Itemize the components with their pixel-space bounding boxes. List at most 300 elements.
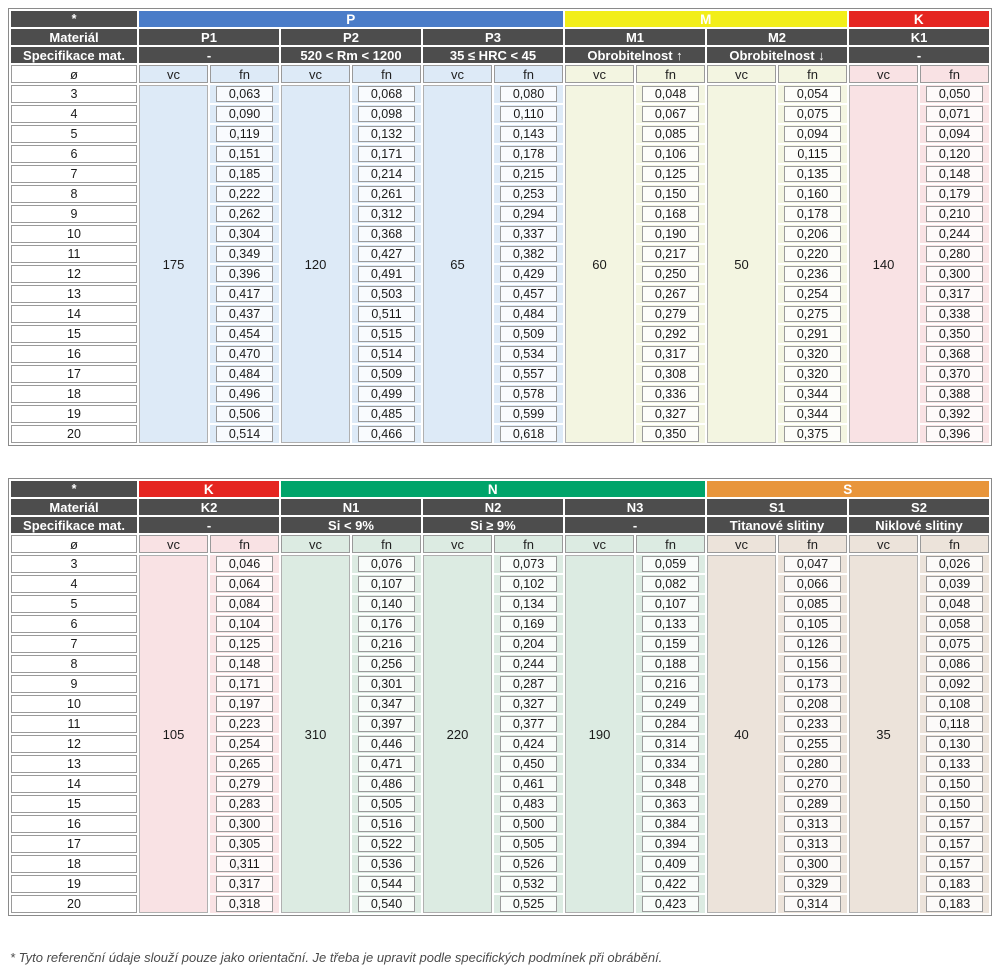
fn-value: 0,344 <box>784 406 841 422</box>
fn-cell-M2-d6 <box>778 145 847 163</box>
fn-value: 0,505 <box>358 796 415 812</box>
fn-value: 0,090 <box>216 106 273 122</box>
fn-cell-P1-d17 <box>210 365 279 383</box>
fn-value: 0,220 <box>784 246 841 262</box>
fn-cell-P3-d15 <box>494 325 563 343</box>
fn-value: 0,104 <box>216 616 273 632</box>
fn-cell-N2-d13 <box>494 755 563 773</box>
fn-value: 0,253 <box>500 186 557 202</box>
group-band-K: K <box>849 11 989 27</box>
fn-cell-K2-d3 <box>210 555 279 573</box>
fn-cell-N2-d10 <box>494 695 563 713</box>
fn-value: 0,470 <box>216 346 273 362</box>
fn-cell-P2-d8 <box>352 185 421 203</box>
fn-value: 0,284 <box>642 716 699 732</box>
fn-cell-M2-d10 <box>778 225 847 243</box>
fn-cell-N3-d16 <box>636 815 705 833</box>
material-header-K2: K2 <box>139 499 279 515</box>
fn-cell-K1-d7 <box>920 165 989 183</box>
fn-value: 0,151 <box>216 146 273 162</box>
fn-value: 0,119 <box>216 126 273 142</box>
fn-value: 0,313 <box>784 836 841 852</box>
fn-value: 0,039 <box>926 576 983 592</box>
fn-cell-S1-d13 <box>778 755 847 773</box>
fn-value: 0,534 <box>500 346 557 362</box>
diameter-value: 18 <box>11 855 137 873</box>
fn-cell-P2-d7 <box>352 165 421 183</box>
fn-header-K1: fn <box>920 65 989 83</box>
fn-cell-M2-d4 <box>778 105 847 123</box>
fn-cell-K1-d15 <box>920 325 989 343</box>
spec-S2: Niklové slitiny <box>849 517 989 533</box>
fn-cell-P2-d5 <box>352 125 421 143</box>
fn-cell-P3-d16 <box>494 345 563 363</box>
diameter-value: 4 <box>11 575 137 593</box>
spec-P2: 520 < Rm < 1200 <box>281 47 421 63</box>
fn-value: 0,133 <box>926 756 983 772</box>
fn-cell-P1-d6 <box>210 145 279 163</box>
fn-value: 0,222 <box>216 186 273 202</box>
fn-value: 0,092 <box>926 676 983 692</box>
vc-header-K2: vc <box>139 535 208 553</box>
fn-value: 0,048 <box>926 596 983 612</box>
fn-value: 0,370 <box>926 366 983 382</box>
fn-value: 0,118 <box>926 716 983 732</box>
fn-cell-S1-d19 <box>778 875 847 893</box>
fn-value: 0,466 <box>358 426 415 442</box>
fn-value: 0,599 <box>500 406 557 422</box>
fn-value: 0,280 <box>784 756 841 772</box>
fn-cell-P3-d5 <box>494 125 563 143</box>
fn-header-P1: fn <box>210 65 279 83</box>
fn-cell-N2-d16 <box>494 815 563 833</box>
fn-cell-P1-d11 <box>210 245 279 263</box>
fn-cell-N1-d8 <box>352 655 421 673</box>
fn-cell-S1-d15 <box>778 795 847 813</box>
fn-value: 0,314 <box>784 896 841 912</box>
fn-cell-P3-d6 <box>494 145 563 163</box>
fn-value: 0,216 <box>358 636 415 652</box>
cutting-data-tables <box>8 8 992 916</box>
fn-cell-S1-d16 <box>778 815 847 833</box>
fn-cell-N1-d16 <box>352 815 421 833</box>
fn-value: 0,068 <box>358 86 415 102</box>
vc-value-N2: 220 <box>423 555 492 913</box>
diameter-value: 7 <box>11 165 137 183</box>
diameter-value: 5 <box>11 125 137 143</box>
fn-cell-K2-d20 <box>210 895 279 913</box>
fn-value: 0,185 <box>216 166 273 182</box>
fn-value: 0,244 <box>926 226 983 242</box>
fn-value: 0,317 <box>642 346 699 362</box>
fn-cell-P2-d17 <box>352 365 421 383</box>
fn-value: 0,283 <box>216 796 273 812</box>
fn-value: 0,457 <box>500 286 557 302</box>
vc-header-N3: vc <box>565 535 634 553</box>
fn-value: 0,244 <box>500 656 557 672</box>
fn-cell-N1-d10 <box>352 695 421 713</box>
vc-value-N1: 310 <box>281 555 350 913</box>
material-header-N1: N1 <box>281 499 421 515</box>
spec-N3: - <box>565 517 705 533</box>
vc-header-K1: vc <box>849 65 918 83</box>
fn-cell-N3-d8 <box>636 655 705 673</box>
fn-cell-S1-d10 <box>778 695 847 713</box>
fn-value: 0,350 <box>926 326 983 342</box>
material-header-M1: M1 <box>565 29 705 45</box>
fn-value: 0,336 <box>642 386 699 402</box>
diameter-value: 8 <box>11 655 137 673</box>
fn-cell-M2-d7 <box>778 165 847 183</box>
fn-value: 0,503 <box>358 286 415 302</box>
fn-value: 0,107 <box>642 596 699 612</box>
diameter-value: 16 <box>11 345 137 363</box>
fn-value: 0,384 <box>642 816 699 832</box>
diameter-value: 12 <box>11 735 137 753</box>
fn-value: 0,377 <box>500 716 557 732</box>
fn-value: 0,516 <box>358 816 415 832</box>
fn-cell-N3-d11 <box>636 715 705 733</box>
vc-header-P1: vc <box>139 65 208 83</box>
fn-value: 0,094 <box>926 126 983 142</box>
fn-value: 0,076 <box>358 556 415 572</box>
material-header-N2: N2 <box>423 499 563 515</box>
fn-value: 0,125 <box>642 166 699 182</box>
fn-value: 0,110 <box>500 106 557 122</box>
fn-value: 0,506 <box>216 406 273 422</box>
fn-cell-S1-d20 <box>778 895 847 913</box>
fn-value: 0,314 <box>642 736 699 752</box>
star-header-cell: * <box>11 481 137 497</box>
fn-value: 0,233 <box>784 716 841 732</box>
fn-cell-M1-d14 <box>636 305 705 323</box>
fn-header-K2: fn <box>210 535 279 553</box>
fn-cell-N1-d20 <box>352 895 421 913</box>
fn-value: 0,557 <box>500 366 557 382</box>
fn-cell-N3-d15 <box>636 795 705 813</box>
diameter-column-header: ø <box>11 65 137 83</box>
fn-value: 0,511 <box>358 306 415 322</box>
fn-value: 0,422 <box>642 876 699 892</box>
material-header-N3: N3 <box>565 499 705 515</box>
fn-cell-K2-d19 <box>210 875 279 893</box>
fn-cell-N1-d4 <box>352 575 421 593</box>
fn-cell-S2-d19 <box>920 875 989 893</box>
fn-value: 0,135 <box>784 166 841 182</box>
fn-header-N3: fn <box>636 535 705 553</box>
fn-cell-N3-d3 <box>636 555 705 573</box>
fn-cell-K1-d6 <box>920 145 989 163</box>
fn-value: 0,300 <box>216 816 273 832</box>
fn-value: 0,499 <box>358 386 415 402</box>
fn-cell-M1-d16 <box>636 345 705 363</box>
vc-header-M2: vc <box>707 65 776 83</box>
fn-cell-M2-d15 <box>778 325 847 343</box>
fn-value: 0,125 <box>216 636 273 652</box>
vc-value-S2: 35 <box>849 555 918 913</box>
fn-value: 0,134 <box>500 596 557 612</box>
fn-value: 0,063 <box>216 86 273 102</box>
vc-header-S1: vc <box>707 535 776 553</box>
spec-N2: Si ≥ 9% <box>423 517 563 533</box>
fn-value: 0,086 <box>926 656 983 672</box>
fn-value: 0,329 <box>784 876 841 892</box>
fn-cell-M1-d5 <box>636 125 705 143</box>
fn-value: 0,291 <box>784 326 841 342</box>
fn-value: 0,450 <box>500 756 557 772</box>
fn-cell-P2-d4 <box>352 105 421 123</box>
fn-cell-M2-d9 <box>778 205 847 223</box>
fn-value: 0,210 <box>926 206 983 222</box>
diameter-value: 6 <box>11 145 137 163</box>
fn-cell-M2-d14 <box>778 305 847 323</box>
fn-cell-P1-d16 <box>210 345 279 363</box>
fn-value: 0,484 <box>500 306 557 322</box>
fn-cell-K1-d17 <box>920 365 989 383</box>
material-row-label: Materiál <box>11 29 137 45</box>
fn-cell-K1-d19 <box>920 405 989 423</box>
fn-value: 0,454 <box>216 326 273 342</box>
fn-cell-N3-d14 <box>636 775 705 793</box>
fn-value: 0,618 <box>500 426 557 442</box>
fn-cell-P1-d3 <box>210 85 279 103</box>
fn-cell-N3-d18 <box>636 855 705 873</box>
diameter-value: 16 <box>11 815 137 833</box>
fn-value: 0,334 <box>642 756 699 772</box>
fn-value: 0,256 <box>358 656 415 672</box>
fn-cell-N1-d17 <box>352 835 421 853</box>
fn-value: 0,338 <box>926 306 983 322</box>
fn-value: 0,320 <box>784 366 841 382</box>
fn-cell-M1-d15 <box>636 325 705 343</box>
fn-cell-P3-d14 <box>494 305 563 323</box>
fn-cell-K2-d6 <box>210 615 279 633</box>
fn-value: 0,526 <box>500 856 557 872</box>
fn-cell-K1-d10 <box>920 225 989 243</box>
fn-value: 0,265 <box>216 756 273 772</box>
fn-value: 0,085 <box>642 126 699 142</box>
fn-value: 0,427 <box>358 246 415 262</box>
vc-value-M2: 50 <box>707 85 776 443</box>
fn-cell-N3-d4 <box>636 575 705 593</box>
fn-cell-P2-d15 <box>352 325 421 343</box>
fn-cell-M1-d7 <box>636 165 705 183</box>
diameter-value: 12 <box>11 265 137 283</box>
fn-value: 0,279 <box>216 776 273 792</box>
fn-value: 0,313 <box>784 816 841 832</box>
material-header-S2: S2 <box>849 499 989 515</box>
fn-cell-P2-d12 <box>352 265 421 283</box>
spec-row-label: Specifikace mat. <box>11 517 137 533</box>
spec-K1: - <box>849 47 989 63</box>
fn-cell-S2-d15 <box>920 795 989 813</box>
fn-cell-M1-d4 <box>636 105 705 123</box>
fn-value: 0,267 <box>642 286 699 302</box>
fn-cell-N2-d5 <box>494 595 563 613</box>
fn-value: 0,150 <box>926 796 983 812</box>
fn-value: 0,183 <box>926 876 983 892</box>
diameter-value: 9 <box>11 675 137 693</box>
fn-value: 0,084 <box>216 596 273 612</box>
fn-cell-S2-d3 <box>920 555 989 573</box>
fn-cell-K2-d15 <box>210 795 279 813</box>
fn-cell-K2-d10 <box>210 695 279 713</box>
fn-cell-N1-d6 <box>352 615 421 633</box>
fn-cell-S2-d18 <box>920 855 989 873</box>
vc-value-K1: 140 <box>849 85 918 443</box>
group-band-N: N <box>281 481 705 497</box>
fn-header-S1: fn <box>778 535 847 553</box>
fn-value: 0,250 <box>642 266 699 282</box>
fn-value: 0,215 <box>500 166 557 182</box>
fn-value: 0,292 <box>642 326 699 342</box>
fn-cell-M2-d18 <box>778 385 847 403</box>
fn-value: 0,148 <box>216 656 273 672</box>
fn-value: 0,532 <box>500 876 557 892</box>
fn-cell-N1-d19 <box>352 875 421 893</box>
fn-cell-S1-d6 <box>778 615 847 633</box>
fn-cell-N1-d14 <box>352 775 421 793</box>
fn-value: 0,106 <box>642 146 699 162</box>
fn-header-P2: fn <box>352 65 421 83</box>
fn-value: 0,190 <box>642 226 699 242</box>
fn-cell-K1-d9 <box>920 205 989 223</box>
fn-cell-K2-d11 <box>210 715 279 733</box>
fn-cell-N3-d7 <box>636 635 705 653</box>
fn-value: 0,159 <box>642 636 699 652</box>
fn-cell-N2-d6 <box>494 615 563 633</box>
fn-value: 0,301 <box>358 676 415 692</box>
fn-value: 0,311 <box>216 856 273 872</box>
fn-cell-N1-d7 <box>352 635 421 653</box>
fn-value: 0,509 <box>358 366 415 382</box>
fn-cell-N2-d9 <box>494 675 563 693</box>
fn-cell-N2-d18 <box>494 855 563 873</box>
fn-cell-P1-d20 <box>210 425 279 443</box>
fn-value: 0,515 <box>358 326 415 342</box>
diameter-value: 5 <box>11 595 137 613</box>
fn-cell-M1-d8 <box>636 185 705 203</box>
fn-value: 0,409 <box>642 856 699 872</box>
fn-value: 0,486 <box>358 776 415 792</box>
fn-value: 0,168 <box>642 206 699 222</box>
fn-cell-S1-d5 <box>778 595 847 613</box>
fn-cell-N3-d17 <box>636 835 705 853</box>
fn-cell-M1-d11 <box>636 245 705 263</box>
fn-cell-P2-d3 <box>352 85 421 103</box>
fn-cell-M1-d19 <box>636 405 705 423</box>
fn-value: 0,059 <box>642 556 699 572</box>
diameter-value: 17 <box>11 365 137 383</box>
fn-cell-P1-d4 <box>210 105 279 123</box>
fn-value: 0,525 <box>500 896 557 912</box>
data-row-d3 <box>11 85 989 103</box>
fn-value: 0,075 <box>784 106 841 122</box>
diameter-value: 7 <box>11 635 137 653</box>
fn-cell-S1-d4 <box>778 575 847 593</box>
fn-value: 0,317 <box>926 286 983 302</box>
fn-value: 0,388 <box>926 386 983 402</box>
fn-value: 0,312 <box>358 206 415 222</box>
diameter-value: 20 <box>11 895 137 913</box>
fn-value: 0,178 <box>500 146 557 162</box>
fn-cell-P1-d19 <box>210 405 279 423</box>
fn-value: 0,171 <box>358 146 415 162</box>
fn-cell-S2-d13 <box>920 755 989 773</box>
group-band-P: P <box>139 11 563 27</box>
fn-value: 0,368 <box>358 226 415 242</box>
fn-value: 0,496 <box>216 386 273 402</box>
fn-cell-M1-d20 <box>636 425 705 443</box>
fn-value: 0,148 <box>926 166 983 182</box>
fn-value: 0,115 <box>784 146 841 162</box>
fn-cell-N3-d10 <box>636 695 705 713</box>
material-header-P1: P1 <box>139 29 279 45</box>
fn-cell-K2-d14 <box>210 775 279 793</box>
fn-value: 0,327 <box>500 696 557 712</box>
fn-cell-P3-d19 <box>494 405 563 423</box>
fn-value: 0,249 <box>642 696 699 712</box>
material-row-label: Materiál <box>11 499 137 515</box>
vc-value-P3: 65 <box>423 85 492 443</box>
fn-value: 0,046 <box>216 556 273 572</box>
fn-value: 0,188 <box>642 656 699 672</box>
fn-value: 0,471 <box>358 756 415 772</box>
spec-P3: 35 ≤ HRC < 45 <box>423 47 563 63</box>
fn-header-M1: fn <box>636 65 705 83</box>
diameter-value: 10 <box>11 695 137 713</box>
fn-cell-S1-d7 <box>778 635 847 653</box>
fn-cell-M2-d11 <box>778 245 847 263</box>
diameter-value: 18 <box>11 385 137 403</box>
vc-value-S1: 40 <box>707 555 776 913</box>
fn-value: 0,317 <box>216 876 273 892</box>
fn-cell-N3-d9 <box>636 675 705 693</box>
fn-value: 0,446 <box>358 736 415 752</box>
diameter-value: 11 <box>11 715 137 733</box>
diameter-value: 9 <box>11 205 137 223</box>
fn-value: 0,348 <box>642 776 699 792</box>
material-header-K1: K1 <box>849 29 989 45</box>
spec-K2: - <box>139 517 279 533</box>
fn-value: 0,300 <box>784 856 841 872</box>
fn-value: 0,270 <box>784 776 841 792</box>
spec-row-label: Specifikace mat. <box>11 47 137 63</box>
fn-value: 0,120 <box>926 146 983 162</box>
fn-cell-P3-d3 <box>494 85 563 103</box>
fn-value: 0,048 <box>642 86 699 102</box>
spec-S1: Titanové slitiny <box>707 517 847 533</box>
fn-value: 0,394 <box>642 836 699 852</box>
fn-value: 0,179 <box>926 186 983 202</box>
fn-cell-S2-d9 <box>920 675 989 693</box>
fn-cell-K1-d4 <box>920 105 989 123</box>
fn-cell-N2-d19 <box>494 875 563 893</box>
fn-value: 0,157 <box>926 856 983 872</box>
fn-cell-K1-d12 <box>920 265 989 283</box>
fn-cell-N2-d8 <box>494 655 563 673</box>
fn-cell-K2-d12 <box>210 735 279 753</box>
material-header-P2: P2 <box>281 29 421 45</box>
fn-cell-P2-d14 <box>352 305 421 323</box>
fn-value: 0,071 <box>926 106 983 122</box>
fn-value: 0,254 <box>784 286 841 302</box>
fn-cell-N2-d11 <box>494 715 563 733</box>
fn-cell-N2-d12 <box>494 735 563 753</box>
fn-cell-P1-d14 <box>210 305 279 323</box>
fn-cell-S1-d11 <box>778 715 847 733</box>
fn-value: 0,156 <box>784 656 841 672</box>
